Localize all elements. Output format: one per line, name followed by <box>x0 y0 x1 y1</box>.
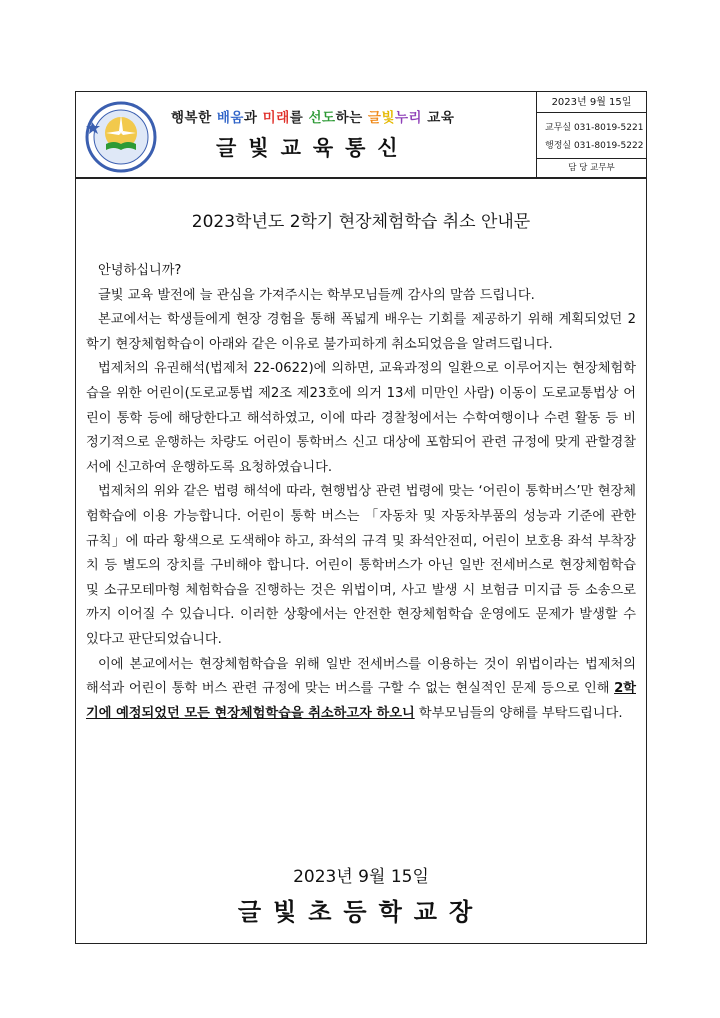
motto-part: 과 <box>243 110 263 126</box>
paragraph-5-after: 학부모님들의 양해를 부탁드립니다. <box>414 705 623 721</box>
motto-part: 하는 <box>335 110 368 126</box>
in-charge: 담 당 교무부 <box>537 158 646 177</box>
motto-part: 교육 <box>422 110 455 126</box>
paragraph-1: 글빛 교육 발전에 늘 관심을 가져주시는 학부모님들께 감사의 말씀 드립니다. <box>98 287 535 303</box>
motto-part: 선도 <box>308 110 336 126</box>
motto-part: 행복한 <box>171 110 217 126</box>
closing-date: 2023년 9월 15일 <box>293 867 429 887</box>
paragraph-3: 법제처의 유권해석(법제처 22-0622)에 의하면, 교육과정의 일환으로 이루어지는 현장체험학습을 위한 어린이(도로교통법 제2조 제23호에 의거 13세 미만인 사람) 이동이 도로교통법상 어린이 통학 등에 해당한다고 해석하였고, 이에 따라 경찰청에서는 수학여행이나 수련 활동 등 비정기적으로 운행하는 차량도 어린이 통학버스 신고 대상에 포함되어 관련 규정에 맞게 관할경찰서에 신고하여 운행하도록 요청하였습니다. <box>86 361 636 475</box>
paragraph-5 <box>86 653 636 727</box>
document-title: 2023학년도 2학기 현장체험학습 취소 안내문 <box>191 212 531 232</box>
document-body <box>86 259 636 726</box>
motto-part: 글 <box>367 110 382 126</box>
newsletter-frame <box>75 91 647 944</box>
school-emblem-icon <box>84 100 158 174</box>
paragraph-4: 법제처의 위와 같은 법령 해석에 따라, 현행법상 관련 법령에 맞는 ‘어린이 통학버스’만 현장체험학습에 이용 가능합니다. 어린이 통학 버스는 「자동차 및 자동차부품의 성능과 기준에 관한 규칙」에 따라 황색으로 도색해야 하고, 좌석의 규격 및 좌석안전띠, 어린이 보호용 좌석 부착장치 등 별도의 장치를 구비해야 합니다. 어린이 통학버스가 아닌 일반 전세버스로 현장체험학습 및 소규모테마형 체험학습을 진행하는 것은 위법이며, 사고 발생 시 보험금 미지급 등 소송으로까지 이어질 수 있습니다. 이러한 상황에서는 안전한 현장체험학습 운영에도 문제가 발생할 수 있다고 판단되었습니다. <box>86 484 636 647</box>
motto-part: 빛 <box>381 110 395 126</box>
phone-admin: 교무실 031-8019-5221 <box>545 123 644 133</box>
newsletter-header <box>76 92 646 179</box>
motto-part: 누리 <box>395 110 423 126</box>
paragraph-5-before: 이에 본교에서는 현장체험학습을 위해 일반 전세버스를 이용하는 것이 위법이라는 법제처의 해석과 어린이 통학 버스 관련 규정에 맞는 버스를 구할 수 없는 현실적인 문제 등으로 인해 <box>86 656 636 697</box>
greeting: 안녕하십니까? <box>98 263 182 278</box>
issue-date: 2023년 9월 15일 <box>537 92 646 113</box>
newsletter-title: 글빛교육통신 <box>216 136 410 160</box>
motto-part: 배움 <box>216 110 244 126</box>
paragraph-2: 본교에서는 학생들에게 현장 경험을 통해 폭넓게 배우는 기회를 제공하기 위해 계획되었던 2학기 현장체험학습이 아래와 같은 이유로 불가피하게 취소되었음을 알려드립니다. <box>86 312 636 352</box>
motto-part: 미래 <box>262 110 290 126</box>
info-box <box>536 92 646 177</box>
school-motto <box>171 106 454 126</box>
motto-part: 를 <box>289 110 309 126</box>
paragraph-5-emphasis: 2학기에 예정되었던 모든 현장체험학습을 취소하고자 하오니 <box>86 681 636 721</box>
principal-signature: 글빛초등학교장 <box>237 898 485 926</box>
phone-office: 행정실 031-8019-5222 <box>545 141 644 151</box>
